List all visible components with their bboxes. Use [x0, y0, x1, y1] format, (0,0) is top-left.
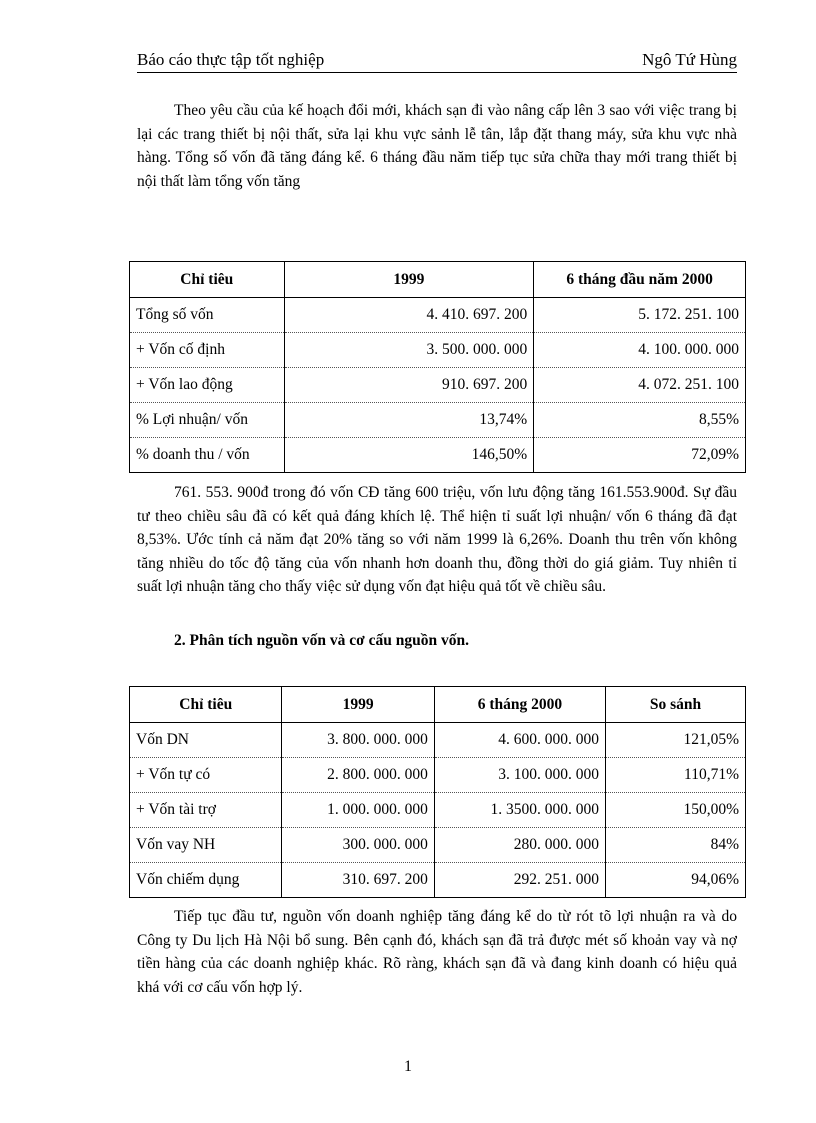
table-cell: 3. 800. 000. 000 [282, 723, 434, 758]
page-number: 1 [404, 1058, 412, 1075]
header-author-name: Ngô Tứ Hùng [642, 50, 737, 69]
table-row [130, 793, 746, 828]
table-cell: + Vốn lao động [130, 368, 285, 403]
table-cell: 1. 000. 000. 000 [282, 793, 434, 828]
column-header: So sánh [606, 687, 746, 723]
table-row [130, 863, 746, 898]
table-cell: + Vốn tài trợ [130, 793, 282, 828]
table-cell: 280. 000. 000 [434, 828, 605, 863]
paragraph-investment-analysis: 761. 553. 900đ trong đó vốn CĐ tăng 600 triệu, vốn lưu động tăng 161.553.900đ. Sự đầu tư theo chiều sâu đã có kết quả đáng khích lệ. Thể hiện tỉ suất lợi nhuận/ vốn 6 tháng đã đạt 8,53%. Ước tính cả năm đạt 20% tăng so với năm 1999 là 6,26%. Doanh thu trên vốn không tăng nhiều do tốc độ tăng của vốn nhanh hơn doanh thu, đồng thời do giá giảm. Tuy nhiên tỉ suất lợi nhuận tăng cho thấy việc sử dụng vốn đạt hiệu quả tốt về chiều sâu. [137, 484, 737, 596]
table-row [130, 758, 746, 793]
table-cell: 94,06% [606, 863, 746, 898]
table-cell: 4. 072. 251. 100 [534, 368, 746, 403]
table-cell: + Vốn tự có [130, 758, 282, 793]
table-row [130, 828, 746, 863]
column-header: 6 tháng đầu năm 2000 [534, 262, 746, 298]
table-cell: 13,74% [284, 403, 534, 438]
table-cell: + Vốn cố định [130, 333, 285, 368]
table-header-row [130, 262, 746, 298]
table-cell: 4. 410. 697. 200 [284, 298, 534, 333]
section-heading: 2. Phân tích nguồn vốn và cơ cấu nguồn vốn. [174, 632, 469, 649]
table-row [130, 368, 746, 403]
column-header: Chỉ tiêu [130, 262, 285, 298]
column-header: Chỉ tiêu [130, 687, 282, 723]
table-cell: % Lợi nhuận/ vốn [130, 403, 285, 438]
table-cell: 4. 100. 000. 000 [534, 333, 746, 368]
paragraph-capital-increase: Theo yêu cầu của kế hoạch đổi mới, khách sạn đi vào nâng cấp lên 3 sao với việc trang bị lại các trang thiết bị nội thất, sửa lại khu vực sảnh lễ tân, lắp đặt thang máy, sửa khu vực nhà hàng. Tổng số vốn đã tăng đáng kể. 6 tháng đầu năm tiếp tục sửa chữa thay mới trang thiết bị nội thất làm tổng vốn tăng [137, 102, 737, 190]
table-cell: 72,09% [534, 438, 746, 473]
page-header [137, 50, 737, 73]
table-row [130, 723, 746, 758]
paragraph-capital-sources-conclusion: Tiếp tục đầu tư, nguồn vốn doanh nghiệp tăng đáng kể do từ rót tõ lợi nhuận ra và do Công ty Du lịch Hà Nội bổ sung. Bên cạnh đó, khách sạn đã trả được mét số khoản vay và nợ tiền hàng của các doanh nghiệp khác. Rõ ràng, khách sạn đã và đang kinh doanh có hiệu quả khá với cơ cấu vốn hợp lý. [137, 908, 737, 996]
table-cell: 300. 000. 000 [282, 828, 434, 863]
table-row [130, 438, 746, 473]
table-cell: 292. 251. 000 [434, 863, 605, 898]
table-cell: 84% [606, 828, 746, 863]
table-cell: 2. 800. 000. 000 [282, 758, 434, 793]
table-cell: 121,05% [606, 723, 746, 758]
table-cell: % doanh thu / vốn [130, 438, 285, 473]
table-cell: Vốn chiếm dụng [130, 863, 282, 898]
capital-sources-table [129, 686, 746, 898]
table-cell: 910. 697. 200 [284, 368, 534, 403]
table-cell: Vốn DN [130, 723, 282, 758]
table-row [130, 298, 746, 333]
table-row [130, 403, 746, 438]
table-cell: 3. 100. 000. 000 [434, 758, 605, 793]
table-cell: 3. 500. 000. 000 [284, 333, 534, 368]
table-cell: 8,55% [534, 403, 746, 438]
header-report-title: Báo cáo thực tập tốt nghiệp [137, 50, 325, 69]
table-cell: Vốn vay NH [130, 828, 282, 863]
column-header: 1999 [282, 687, 434, 723]
table-cell: 5. 172. 251. 100 [534, 298, 746, 333]
column-header: 6 tháng 2000 [434, 687, 605, 723]
table-header-row [130, 687, 746, 723]
table-cell: 150,00% [606, 793, 746, 828]
column-header: 1999 [284, 262, 534, 298]
table-cell: Tổng số vốn [130, 298, 285, 333]
capital-indicators-table [129, 261, 746, 473]
table-cell: 310. 697. 200 [282, 863, 434, 898]
table-cell: 110,71% [606, 758, 746, 793]
table-cell: 4. 600. 000. 000 [434, 723, 605, 758]
table-cell: 1. 3500. 000. 000 [434, 793, 605, 828]
table-row [130, 333, 746, 368]
table-cell: 146,50% [284, 438, 534, 473]
